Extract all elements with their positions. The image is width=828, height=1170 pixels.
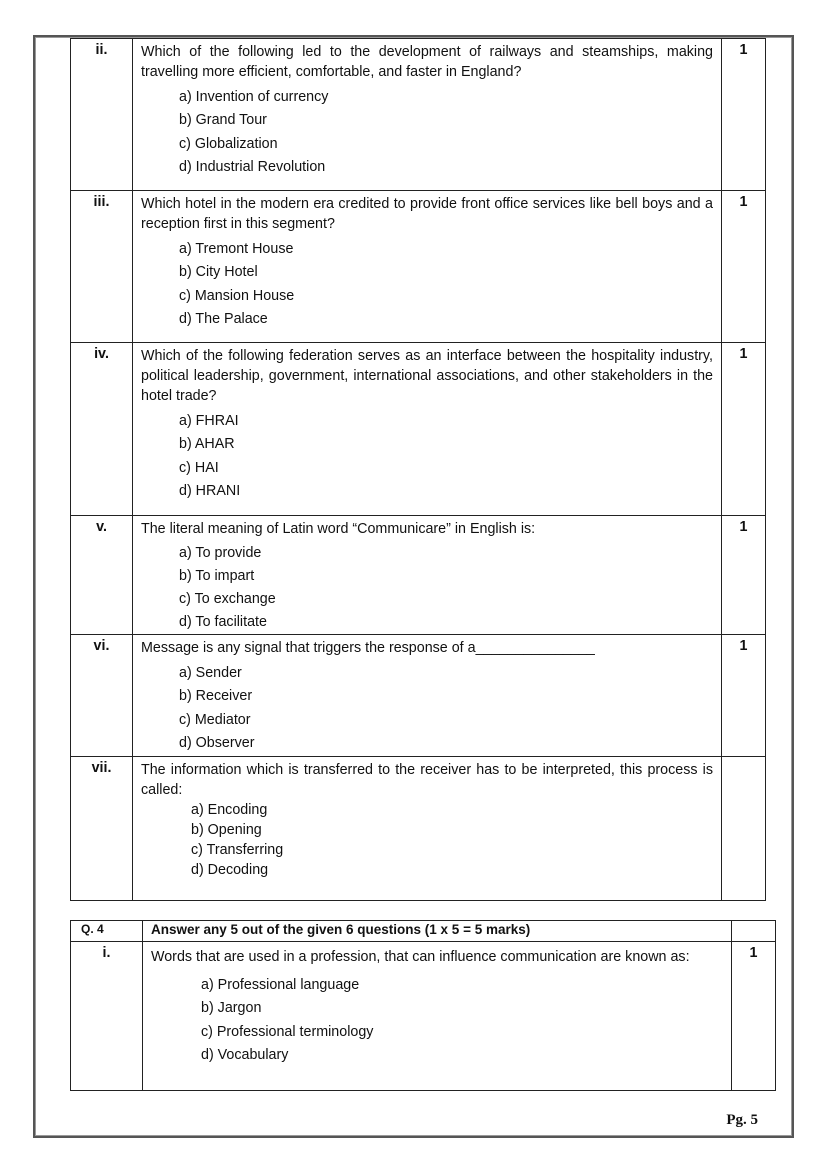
answer-option: a) Sender (179, 664, 242, 681)
answer-option: a) Invention of currency (179, 88, 329, 105)
section-4-table (70, 920, 776, 1091)
answer-option: c) Globalization (179, 135, 278, 152)
answer-option: c) Mansion House (179, 287, 295, 304)
answer-option: c) Professional terminology (201, 1023, 374, 1040)
question-text: Words that are used in a profession, that can influence communication are known as: (151, 949, 690, 965)
question-cell (133, 191, 722, 343)
question-text: Which of the following led to the development of railways and steamships, making travelling more efficient, comfortable, and faster in England? (141, 44, 713, 80)
answer-option: b) To impart (179, 568, 255, 584)
question-number: v. (71, 516, 133, 635)
question-number: ii. (71, 39, 133, 191)
question-number: i. (71, 942, 143, 1091)
question-number: vii. (71, 756, 133, 900)
answer-option: d) Observer (179, 735, 255, 751)
question-row (71, 942, 776, 1091)
marks-cell (732, 921, 776, 942)
answer-option: b) AHAR (179, 436, 235, 452)
question-row (71, 343, 766, 516)
section-label: Q. 4 (71, 921, 143, 942)
question-cell (143, 942, 732, 1091)
question-cell (133, 756, 722, 900)
section-3-table (70, 38, 766, 901)
marks-cell: 1 (722, 191, 766, 343)
marks-cell: 1 (722, 516, 766, 635)
answer-option: b) Receiver (179, 688, 253, 704)
answer-option: c) Mediator (179, 711, 251, 728)
question-cell (133, 635, 722, 757)
question-number: iv. (71, 343, 133, 516)
section-header-row (71, 921, 776, 942)
marks-cell: 1 (722, 39, 766, 191)
answer-option: a) Encoding (191, 801, 268, 818)
answer-option: a) FHRAI (179, 412, 239, 429)
question-text: Message is any signal that triggers the response of a_______________ (141, 640, 595, 656)
answer-option: b) Jargon (201, 1000, 262, 1016)
question-row (71, 191, 766, 343)
answer-option: a) Professional language (201, 976, 360, 993)
question-row (71, 516, 766, 635)
question-number: vi. (71, 635, 133, 757)
marks-cell: 1 (732, 942, 776, 1091)
question-row (71, 39, 766, 191)
answer-option: d) Vocabulary (201, 1047, 289, 1063)
answer-option: b) Grand Tour (179, 112, 267, 128)
section-instruction: Answer any 5 out of the given 6 questions (1 x 5 = 5 marks) (143, 921, 732, 942)
question-text: The information which is transferred to the receiver has to be interpreted, this process is called: (141, 761, 713, 798)
question-row (71, 756, 766, 900)
answer-option: c) Transferring (191, 841, 284, 858)
question-text: Which of the following federation serves as an interface between the hospitality industry, political leadership, government, international associations, and other stakeholders in the hotel trade? (141, 348, 713, 404)
answer-option: d) To facilitate (179, 614, 267, 630)
answer-option: a) To provide (179, 545, 262, 561)
answer-option: d) Decoding (191, 861, 269, 878)
answer-option: d) HRANI (179, 483, 241, 499)
marks-cell (722, 756, 766, 900)
answer-option: b) City Hotel (179, 264, 258, 280)
marks-cell: 1 (722, 635, 766, 757)
page-number: Pg. 5 (726, 1112, 758, 1128)
question-cell (133, 516, 722, 635)
answer-option: c) HAI (179, 459, 219, 476)
question-cell (133, 39, 722, 191)
answer-option: d) The Palace (179, 311, 268, 327)
answer-option: b) Opening (191, 821, 262, 838)
answer-option: c) To exchange (179, 591, 276, 607)
question-cell (133, 343, 722, 516)
answer-option: d) Industrial Revolution (179, 159, 326, 175)
question-number: iii. (71, 191, 133, 343)
question-text: The literal meaning of Latin word “Communicare” in English is: (141, 521, 536, 537)
marks-cell: 1 (722, 343, 766, 516)
answer-option: a) Tremont House (179, 240, 294, 257)
question-text: Which hotel in the modern era credited to provide front office services like bell boys and a reception first in this segment? (141, 196, 713, 232)
question-row (71, 635, 766, 757)
